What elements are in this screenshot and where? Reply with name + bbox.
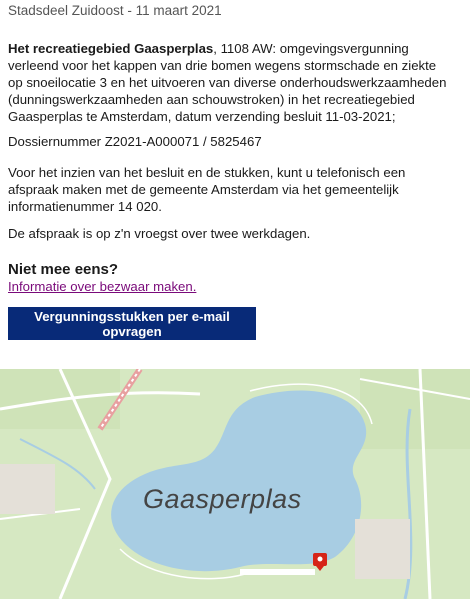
afspraak-paragraph: De afspraak is op z'n vroegst over twee werkdagen. (8, 226, 311, 241)
map-buildings (355, 519, 410, 579)
map-road (240, 569, 315, 575)
notice-body: , 1108 AW: omgevingsvergunning verleend voor het kappen van drie bomen wegens stormschade en ziekte op snoeilocatie 3 en het uitvoeren van diverse onderhoudswerkzaamheden (dunningswerkzaamheden aan schouwstroken) in het recreatiegebied Gaasperplas te Amsterdam, datum verzending besluit 11-03-2021; (8, 41, 447, 124)
notice-title: Het recreatiegebied Gaasperplas (8, 41, 214, 56)
inzien-paragraph: Voor het inzien van het besluit en de stukken, kunt u telefonisch een afspraak maken met de gemeente Amsterdam via het gemeentelijk informatienummer 14 020. (8, 165, 406, 214)
dateline: Stadsdeel Zuidoost - 11 maart 2021 (8, 3, 222, 18)
map-buildings (0, 464, 55, 514)
objection-heading: Niet mee eens? (8, 261, 119, 278)
objection-link[interactable]: Informatie over bezwaar maken. (8, 279, 197, 294)
location-map[interactable] (0, 369, 470, 599)
notice-paragraph (8, 40, 453, 125)
map-label: Gaasperplas (143, 484, 302, 514)
dossier-number: Dossiernummer Z2021-A000071 / 5825467 (8, 134, 262, 149)
request-documents-button[interactable]: Vergunningsstukken per e-mail opvragen (8, 307, 256, 340)
